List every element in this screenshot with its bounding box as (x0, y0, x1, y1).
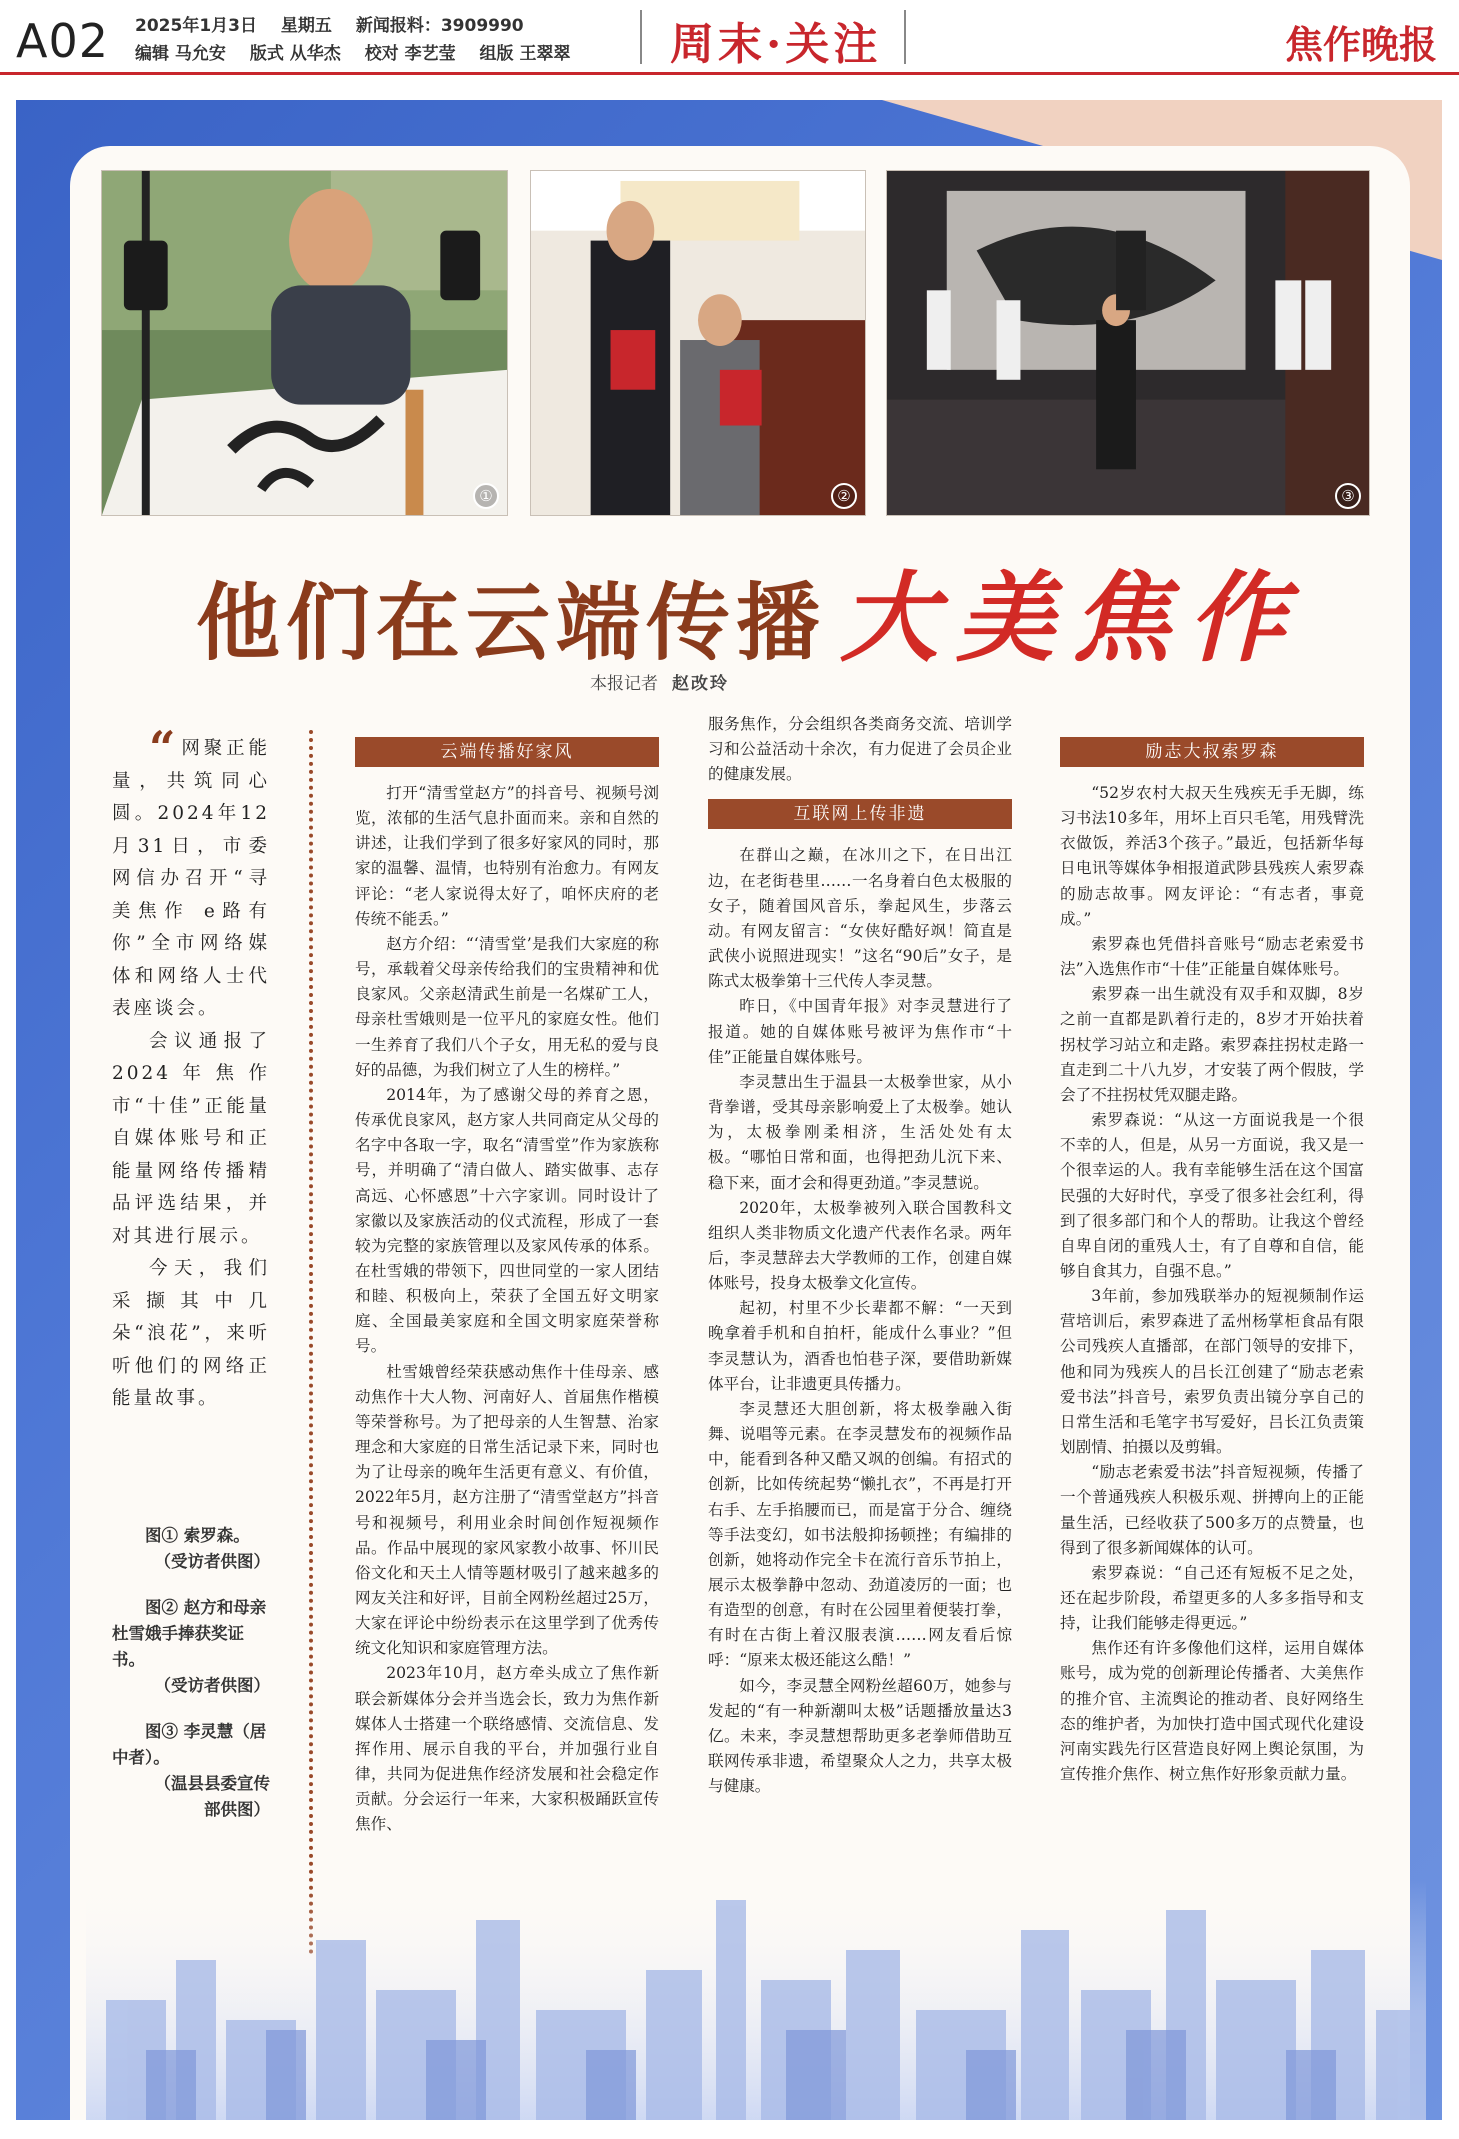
byline-label: 本报记者 (590, 674, 658, 694)
body-paragraph: 2014年，为了感谢父母的养育之恩，传承优良家风，赵方家人共同商定从父母的名字中各取一字，取名“清雪堂”作为家族称号，并明确了“清白做人、踏实做事、志存高远、心怀感恩”十六字家训。同时设计了家徽以及家族活动的仪式流程，形成了一套较为完整的家族管理以及家风传承的体系。在杜雪娥的带领下，四世同堂的一家人团结和睦、积极向上，荣获了全国五好文明家庭、全国最美家庭和全国文明家庭荣誉称号。 (355, 1085, 659, 1356)
photo-taichi-stage (886, 170, 1370, 516)
body-paragraph: 起初，村里不少长辈都不解：“一天到晚拿着手机和自拍杆，能成什么事业？”但李灵慧认为，酒香也怕巷子深，要借助新媒体平台，让非遗更具传播力。 (708, 1299, 1012, 1393)
lead-paragraph: 今天，我们采撷其中几朵“浪花”，来听听他们的网络正能量故事。 (112, 1258, 270, 1409)
lead-column (112, 721, 270, 1416)
column-2 (708, 712, 1012, 1799)
byline-author: 赵改玲 (672, 674, 729, 694)
body-paragraph: 索罗森一出生就没有双手和双脚，8岁之前一直都是趴着行走的，8岁才开始扶着拐杖学习站立和走路。索罗森拄拐杖走路一直走到二十八九岁，才安装了两个假肢，学会了不拄拐杖凭双腿走路。 (1060, 985, 1364, 1104)
header-divider (640, 10, 642, 64)
photo-number-badge: ② (831, 483, 857, 509)
issue-info (135, 12, 588, 68)
body-paragraph: “52岁农村大叔天生残疾无手无脚，练习书法10多年，用坏上百只毛笔，用残臂洗衣做饭，养活3个孩子。”最近，包括新华每日电讯等媒体争相报道武陟县残疾人索罗森的励志故事。网友评论：“有志者，事竟成。” (1060, 784, 1364, 928)
news-hotline: 新闻报料：3909990 (355, 16, 524, 36)
editor-credit: 编辑 马允安 (135, 44, 226, 64)
body-paragraph: 赵方介绍：“‘清雪堂’是我们大家庭的称号，承载着父母亲传给我们的宝贵精神和优良家风。父亲赵清武生前是一名煤矿工人，母亲杜雪娥则是一位平凡的家庭女性。他们一生养育了我们八个子女，用无私的爱与良好的品德，为我们树立了人生的榜样。” (355, 934, 659, 1079)
photo-caption: 图② 赵方和母亲杜雪娥手捧获奖证书。 （受访者供图） (112, 1595, 270, 1699)
headline-accent: 大美焦作 (840, 561, 1305, 676)
body-paragraph: 杜雪娥曾经荣获感动焦作十佳母亲、感动焦作十大人物、河南好人、首届焦作楷模等荣誉称号。为了把母亲的人生智慧、治家理念和大家庭的日常生活记录下来，同时也为了让母亲的晚年生活更有意义、有价值，2022年5月，赵方注册了“清雪堂赵方”抖音号和视频号，利用业余时间创作短视频作品。作品中展现的家风家教小故事、怀川民俗文化和天土人情等题材吸引了越来越多的网友关注和好评，目前全网粉丝超过25万，大家在评论中纷纷表示在这里学到了优秀传统文化知识和家庭管理方法。 (355, 1362, 659, 1658)
photo-number-badge: ③ (1335, 483, 1361, 509)
group-credit: 组版 王翠翠 (479, 44, 571, 64)
page-number: A02 (16, 14, 110, 68)
byline (590, 669, 729, 694)
photo-calligrapher (101, 170, 508, 516)
layout-credit: 版式 从华杰 (249, 44, 341, 64)
caption-source: （受访者供图） (154, 1552, 270, 1571)
proof-credit: 校对 李艺莹 (364, 44, 456, 64)
body-paragraph-continued: 服务焦作，分会组织各类商务交流、培训学习和公益活动十余次，有力促进了会员企业的健康发展。 (708, 715, 1012, 784)
body-paragraph: 昨日，《中国青年报》对李灵慧进行了报道。她的自媒体账号被评为焦作市“十佳”正能量自媒体账号。 (708, 997, 1012, 1066)
quote-mark-icon: “ (149, 721, 179, 775)
body-paragraph: 2023年10月，赵方牵头成立了焦作新联会新媒体分会并当选会长，致力为焦作新媒体人士搭建一个联络感情、交流信息、发挥作用、展示自我的平台，并加强行业自律，共同为促进焦作经济发展和社会稳定作贡献。分会运行一年来，大家积极踊跃宣传焦作、 (355, 1664, 659, 1834)
header-divider (904, 10, 906, 64)
photo-captions (112, 1523, 270, 1843)
header-rule (0, 72, 1459, 75)
lead-text: 网聚正能量，共筑同心圆。2024年12月31日，市委网信办召开“寻美焦作 e路有你”全市网络媒体和网络人士代表座谈会。 (112, 738, 270, 1019)
lead-paragraph (112, 721, 270, 1026)
calligraphy-photo-image (102, 171, 507, 515)
column-1 (355, 737, 659, 1838)
subheading-family-values: 云端传播好家风 (355, 737, 659, 767)
issue-date: 2025年1月3日 (135, 16, 257, 36)
body-paragraph: 索罗森说：“自己还有短板不足之处，还在起步阶段，希望更多的人多多指导和支持，让我们能够走得更远。” (1060, 1563, 1364, 1633)
issue-weekday: 星期五 (280, 16, 332, 36)
column-3 (1060, 737, 1364, 1787)
taichi-photo-image (887, 171, 1369, 515)
body-paragraph: 索罗森说：“从这一方面说我是一个很不幸的人，但是，从另一方面说，我又是一个很幸运的人。我有幸能够生活在这个国富民强的大好时代，享受了很多社会红利，得到了很多部门和个人的帮助。让我这个曾经自卑自闭的重残人士，有了自尊和自信，能够自食其力，自强不息。” (1060, 1111, 1364, 1280)
photo-caption: 图① 索罗森。 （受访者供图） (112, 1523, 270, 1575)
section-name: 周末·关注 (670, 19, 882, 70)
award-photo-image (531, 171, 865, 515)
subheading-intangible-heritage: 互联网上传非遗 (708, 799, 1012, 829)
body-paragraph: 李灵慧出生于温县一太极拳世家，从小背拳谱，受其母亲影响爱上了太极拳。她认为，太极拳刚柔相济，生活处处有太极。“哪怕日常和面，也得把劲儿沉下来、稳下来，面才会和得更劲道。”李灵慧说。 (708, 1072, 1012, 1192)
body-paragraph: 打开“清雪堂赵方”的抖音号、视频号浏览，浓郁的生活气息扑面而来。亲和自然的讲述，让我们学到了很多好家风的同时，那家的温馨、温情，也特别有治愈力。有网友评论：“老人家说得太好了，咱怀庆府的老传统不能丢。” (355, 784, 659, 928)
caption-source: （受访者供图） (154, 1676, 270, 1695)
body-paragraph: 如今，李灵慧全网粉丝超60万，她参与发起的“有一种新潮叫太极”话题播放量达3亿。未来，李灵慧想帮助更多老拳师借助互联网传承非遗，希望聚众人之力，共享太极与健康。 (708, 1676, 1012, 1796)
body-paragraph: 在群山之巅，在冰川之下，在日出江边，在老街巷里……一名身着白色太极服的女子，随着国风音乐，拳起风生，步落云动。有网友留言：“女侠好酷好飒！简直是武侠小说照进现实！”这名“90后”女子，是陈式太极拳第十三代传人李灵慧。 (708, 846, 1012, 991)
photo-number-badge: ① (473, 483, 499, 509)
body-paragraph: 3年前，参加残联举办的短视频制作运营培训后，索罗森进了孟州杨掌柜食品有限公司残疾人直播部，在部门领导的安排下，他和同为残疾人的吕长江创建了“励志老索爱书法”抖音号，索罗负责出镜分享自己的日常生活和毛笔字书写爱好，吕长江负责策划剧情、拍摄以及剪辑。 (1060, 1287, 1364, 1457)
headline-main: 他们在云端传播 (196, 574, 827, 672)
masthead (0, 0, 1459, 80)
subheading-inspiring-uncle: 励志大叔索罗森 (1060, 737, 1364, 767)
body-paragraph: 2020年，太极拳被列入联合国教科文组织人类非物质文化遗产代表作名录。两年后，李灵慧辞去大学教师的工作，创建自媒体账号，投身太极拳文化宣传。 (708, 1198, 1012, 1293)
city-skyline-illustration (86, 1880, 1426, 2120)
body-paragraph: 李灵慧还大胆创新，将太极拳融入街舞、说唱等元素。在李灵慧发布的视频作品中，能看到各种又酷又飒的创编。有招式的创新，比如传统起势“懒扎衣”，不再是打开右手、左手掐腰而已，而是富于分合、缠绕等手法变幻，如书法般抑扬顿挫；有编排的创新，她将动作完全卡在流行音乐节拍上，展示太极拳静中忽动、劲道凌厉的一面；也有造型的创意，有时在公园里着便装打拳，有时在古街上着汉服表演……网友看后惊呼：“原来太极还能这么酷！” (708, 1399, 1012, 1670)
body-paragraph: 索罗森也凭借抖音账号“励志老索爱书法”入选焦作市“十佳”正能量自媒体账号。 (1060, 934, 1364, 979)
photo-caption: 图③ 李灵慧（居中者）。 （温县县委宣传部供图） (112, 1719, 270, 1823)
lead-paragraph: 会议通报了2024年焦作市“十佳”正能量自媒体账号和正能量网络传播精品评选结果，并对其进行展示。 (112, 1030, 270, 1247)
photo-award-mother-son (530, 170, 866, 516)
body-paragraph: “励志老索爱书法”抖音短视频，传播了一个普通残疾人积极乐观、拼搏向上的正能量生活，已经收获了500多万的点赞量，也得到了很多新闻媒体的认可。 (1060, 1463, 1364, 1557)
column-divider (309, 730, 313, 1955)
paper-logo: 焦作晚报 (1284, 23, 1437, 67)
body-paragraph: 焦作还有许多像他们这样，运用自媒体账号，成为党的创新理论传播者、大美焦作的推介官、主流舆论的推动者、良好网络生态的维护者，为加快打造中国式现代化建设河南实践先行区营造良好网上舆论氛围，为宣传推介焦作、树立焦作好形象贡献力量。 (1060, 1639, 1364, 1784)
caption-source: （温县县委宣传部供图） (154, 1774, 270, 1819)
